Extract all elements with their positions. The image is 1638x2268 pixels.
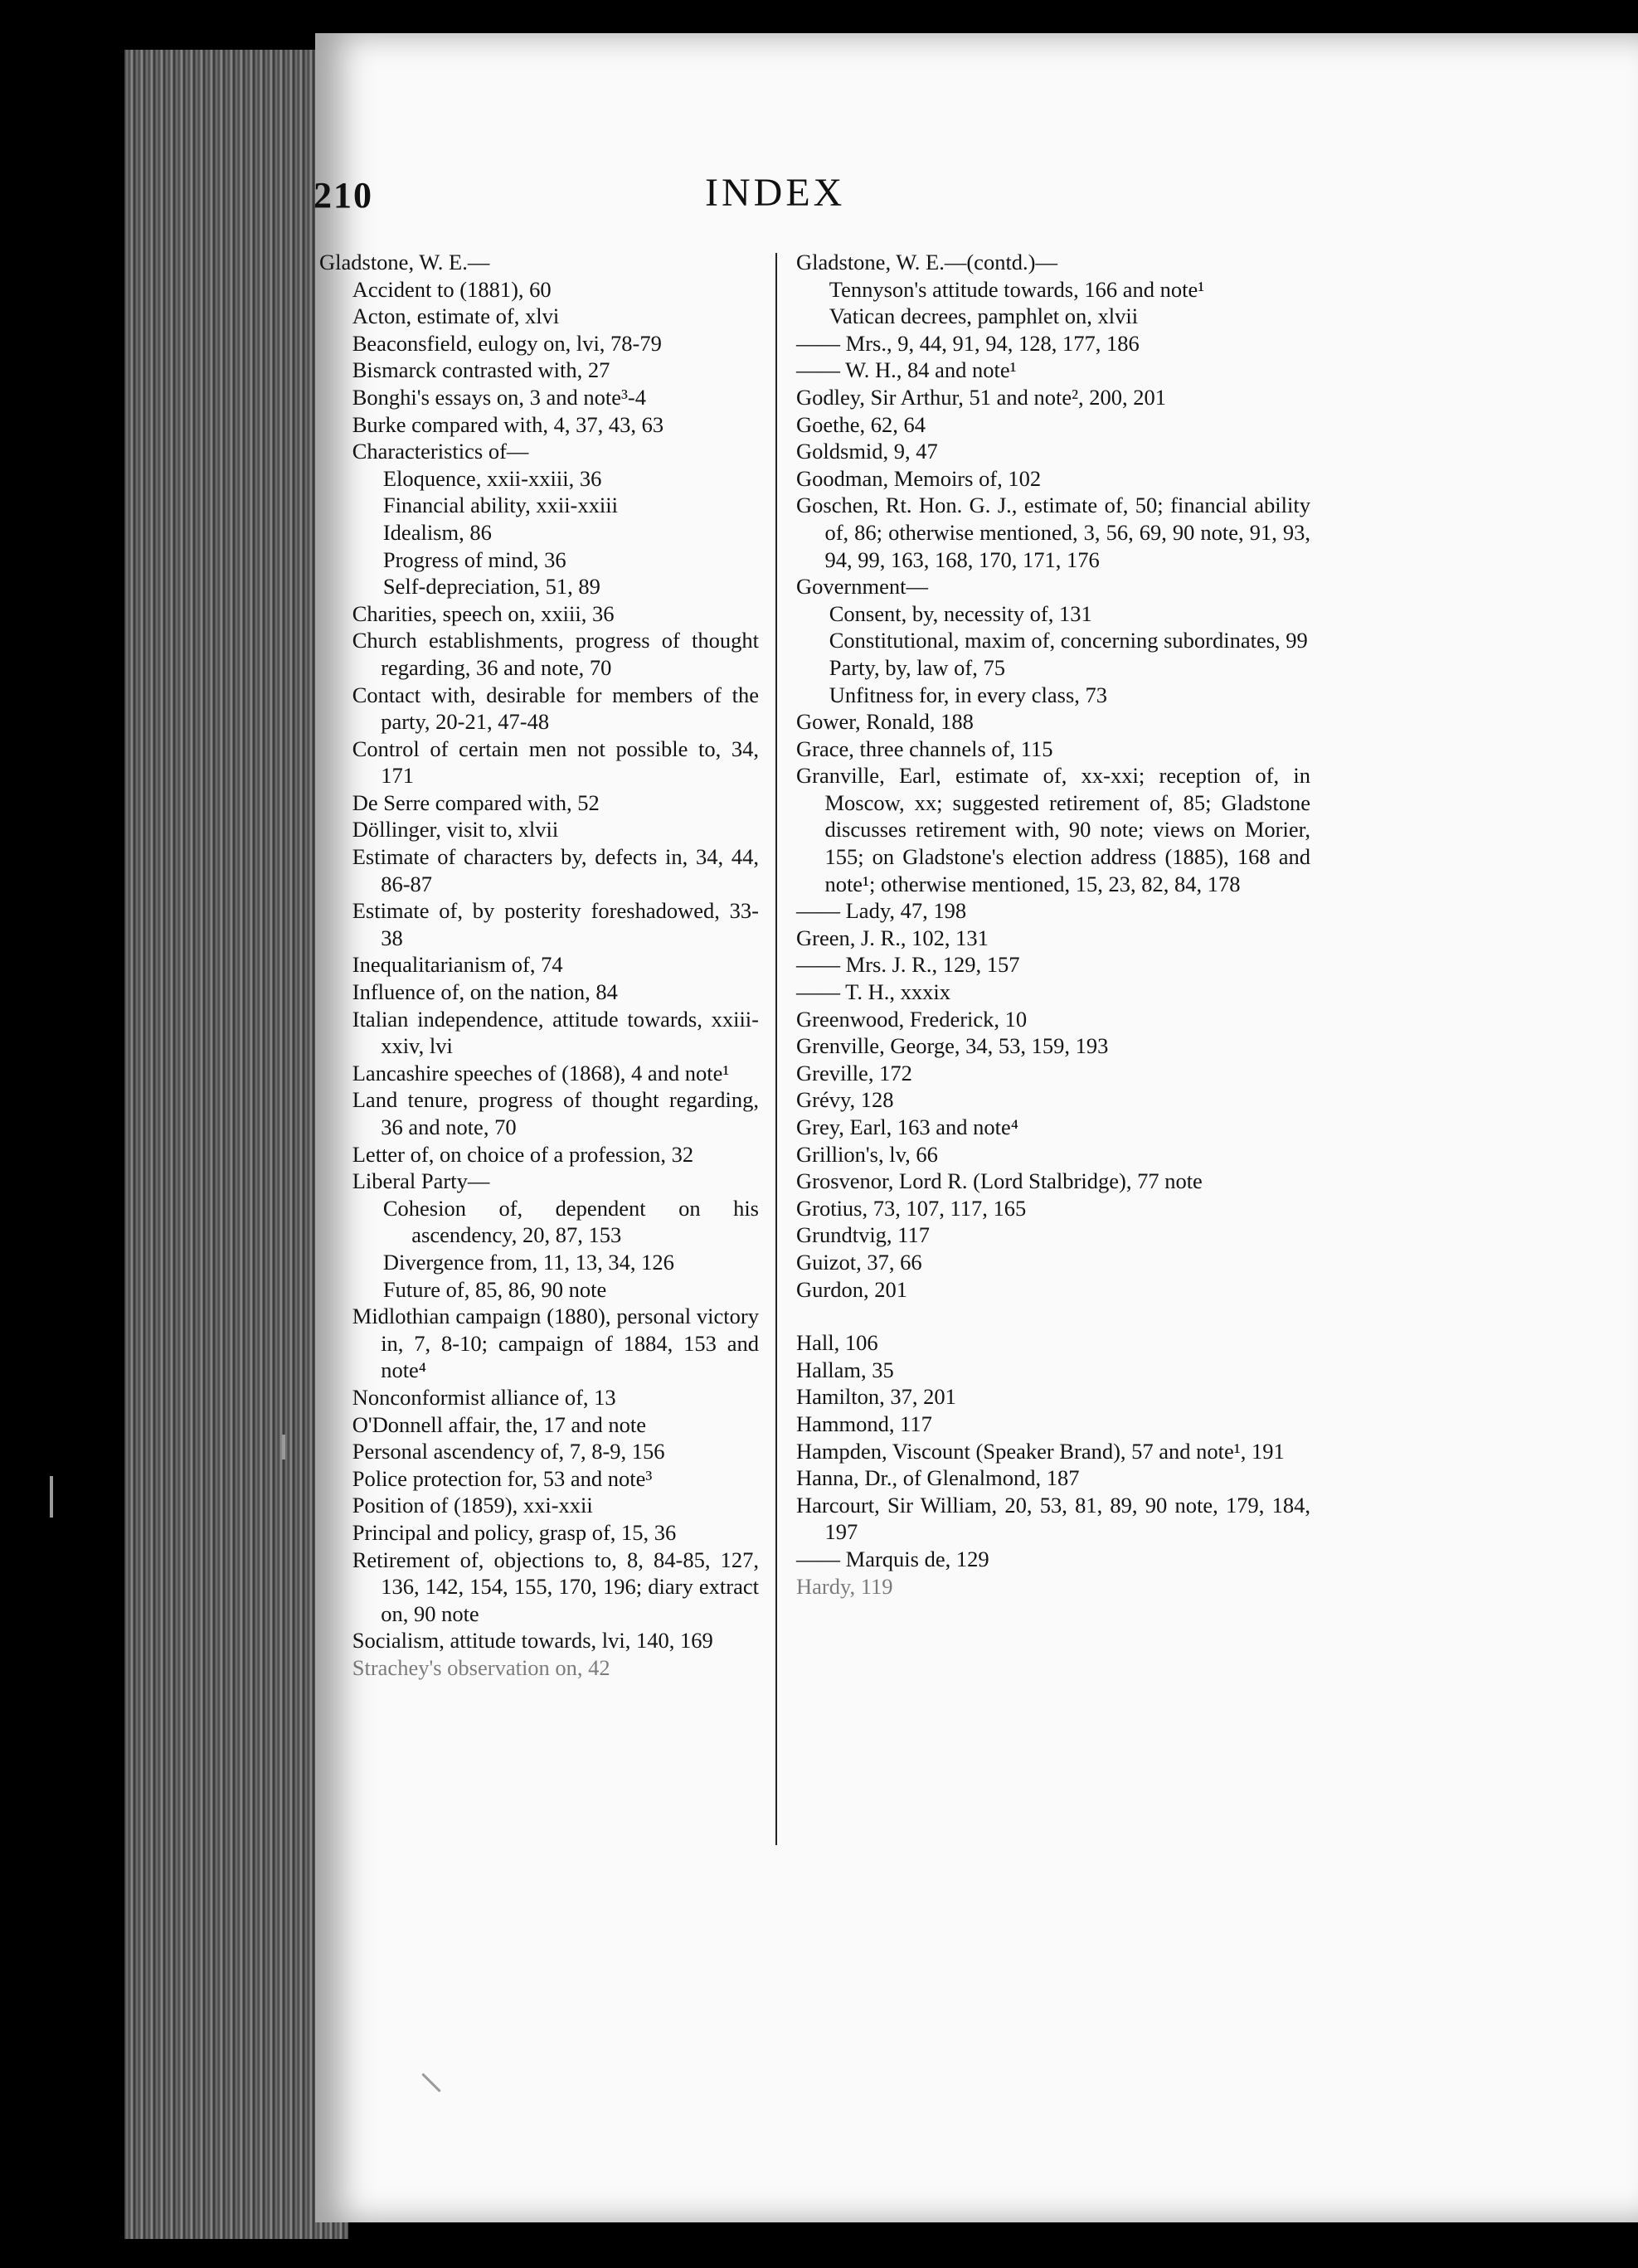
index-entry: Green, J. R., 102, 131 (796, 925, 989, 950)
index-entry: Constitutional, maxim of, concerning subordinates, 99 (829, 628, 1308, 653)
index-entry: Gurdon, 201 (796, 1276, 907, 1302)
index-entry: Influence of, on the nation, 84 (352, 979, 618, 1005)
index-entry: Goschen, Rt. Hon. G. J., estimate of, 50; financial ability of, 86; otherwise mentioned, 3, 56, 69, 90 note, 91, 93, 94, 99, 163, 168, 170, 171, 176 (796, 493, 1310, 572)
index-entry: Characteristics of— (352, 439, 529, 464)
index-entry: Retirement of, objections to, 8, 84-85, 127, 136, 142, 154, 155, 170, 196; diary extract on, 90 note (352, 1547, 759, 1626)
index-entry: Acton, estimate of, xlvi (352, 304, 560, 329)
margin-mark (282, 1435, 285, 1459)
index-entry: Control of certain men not possible to, 34, 171 (352, 736, 759, 789)
index-entry: Grundtvig, 117 (796, 1222, 930, 1248)
index-entry: Estimate of characters by, defects in, 34, 44, 86-87 (352, 844, 759, 896)
index-entry: Hammond, 117 (796, 1411, 932, 1436)
index-entry: Granville, Earl, estimate of, xx-xxi; reception of, in Moscow, xx; suggested retirement of, 85; Gladstone discusses retirement with, 90 note; views on Morier, 155; on Gladstone's election address (1885), 168 and note¹; otherwise mentioned, 15, 23, 82, 84, 178 (796, 763, 1310, 896)
index-entry: Cohesion of, dependent on his ascendency, 20, 87, 153 (382, 1195, 759, 1248)
index-column-left (319, 249, 759, 1681)
index-entry: Goldsmid, 9, 47 (796, 439, 938, 464)
index-entry: Gladstone, W. E.—(contd.)— (796, 250, 1058, 274)
index-entry: Grace, three channels of, 115 (796, 736, 1053, 761)
page-number: 210 (314, 175, 373, 216)
index-entry: —— W. H., 84 and note¹ (796, 357, 1017, 383)
index-entry: De Serre compared with, 52 (352, 789, 600, 815)
column-divider (775, 253, 777, 1845)
index-entry: Greenwood, Frederick, 10 (796, 1006, 1028, 1032)
index-entry: Socialism, attitude towards, lvi, 140, 169 (352, 1628, 713, 1654)
index-entry: Letter of, on choice of a profession, 32 (352, 1141, 694, 1167)
index-entry: Grillion's, lv, 66 (796, 1141, 938, 1167)
index-entry: Unfitness for, in every class, 73 (829, 682, 1108, 707)
index-entry: —— Mrs. J. R., 129, 157 (796, 952, 1020, 978)
index-entry: Goethe, 62, 64 (796, 411, 926, 437)
index-entry: Goodman, Memoirs of, 102 (796, 465, 1042, 491)
index-entry: Döllinger, visit to, xlvii (352, 817, 559, 843)
index-entry: Gladstone, W. E.— (319, 250, 490, 274)
index-entry: Hall, 106 (796, 1330, 878, 1356)
index-entry: Grévy, 128 (796, 1087, 894, 1113)
index-entry: Grenville, George, 34, 53, 159, 193 (796, 1033, 1109, 1059)
index-entry: Bismarck contrasted with, 27 (352, 357, 610, 383)
index-entry: Hamilton, 37, 201 (796, 1384, 956, 1410)
index-entry: Progress of mind, 36 (382, 546, 566, 572)
index-entry: Personal ascendency of, 7, 8-9, 156 (352, 1439, 665, 1464)
index-entry: Accident to (1881), 60 (352, 276, 552, 302)
index-entry: Party, by, law of, 75 (829, 654, 1005, 680)
index-entry: Grey, Earl, 163 and note⁴ (796, 1115, 1019, 1139)
index-entry: Inequalitarianism of, 74 (352, 952, 563, 978)
index-entry: Future of, 85, 86, 90 note (382, 1276, 607, 1302)
index-entry: Italian independence, attitude towards, xxiii-xxiv, lvi (352, 1006, 759, 1059)
index-entry: Vatican decrees, pamphlet on, xlvii (829, 304, 1139, 329)
index-entry: Guizot, 37, 66 (796, 1249, 922, 1275)
index-entry: Contact with, desirable for members of the party, 20-21, 47-48 (352, 682, 759, 735)
index-entry: Church establishments, progress of thought regarding, 36 and note, 70 (352, 628, 759, 680)
index-entry: Principal and policy, grasp of, 15, 36 (352, 1519, 677, 1545)
index-entry: Grotius, 73, 107, 117, 165 (796, 1195, 1027, 1221)
index-entry: Hampden, Viscount (Speaker Brand), 57 and note¹, 191 (796, 1438, 1285, 1464)
running-head: INDEX (705, 171, 846, 215)
index-entry: Strachey's observation on, 42 (352, 1654, 610, 1680)
index-entry: Charities, speech on, xxiii, 36 (352, 600, 615, 626)
index-entry: Grosvenor, Lord R. (Lord Stalbridge), 77 note (796, 1168, 1203, 1194)
index-entry: Eloquence, xxii-xxiii, 36 (382, 465, 602, 491)
index-column-right (796, 249, 1310, 1600)
index-entry: Police protection for, 53 and note³ (352, 1465, 653, 1491)
index-entry: Beaconsfield, eulogy on, lvi, 78-79 (352, 330, 662, 356)
index-entry: —— T. H., xxxix (796, 979, 950, 1005)
index-entry: Hanna, Dr., of Glenalmond, 187 (796, 1465, 1080, 1491)
index-entry: —— Marquis de, 129 (796, 1546, 989, 1571)
margin-mark (50, 1476, 53, 1518)
index-entry: Land tenure, progress of thought regarding, 36 and note, 70 (352, 1087, 759, 1139)
index-entry: O'Donnell affair, the, 17 and note (352, 1411, 646, 1437)
index-entry: Hallam, 35 (796, 1357, 894, 1382)
index-entry: Hardy, 119 (796, 1573, 893, 1599)
index-entry: Position of (1859), xxi-xxii (352, 1493, 593, 1518)
index-entry: Consent, by, necessity of, 131 (829, 600, 1092, 626)
index-entry: Lancashire speeches of (1868), 4 and note¹ (352, 1060, 730, 1085)
index-entry: Midlothian campaign (1880), personal victory in, 7, 8-10; campaign of 1884, 153 and note⁴ (352, 1304, 759, 1383)
index-entry: —— Lady, 47, 198 (796, 898, 967, 924)
index-entry: Godley, Sir Arthur, 51 and note², 200, 201 (796, 384, 1167, 410)
index-entry: Bonghi's essays on, 3 and note³-4 (352, 384, 646, 410)
index-entry: —— Mrs., 9, 44, 91, 94, 128, 177, 186 (796, 330, 1140, 356)
index-entry: Tennyson's attitude towards, 166 and note¹ (829, 276, 1205, 302)
index-entry: Nonconformist alliance of, 13 (352, 1384, 616, 1410)
index-entry: Burke compared with, 4, 37, 43, 63 (352, 411, 664, 437)
section-gap (796, 1303, 1310, 1329)
index-entry: Financial ability, xxii-xxiii (382, 493, 618, 518)
index-entry: Self-depreciation, 51, 89 (382, 574, 600, 600)
index-entry: Government— (796, 574, 928, 600)
index-entry: Greville, 172 (796, 1060, 912, 1085)
index-entry: Gower, Ronald, 188 (796, 709, 974, 735)
index-entry: Liberal Party— (352, 1168, 490, 1194)
index-entry: Divergence from, 11, 13, 34, 126 (382, 1249, 674, 1275)
index-entry: Harcourt, Sir William, 20, 53, 81, 89, 90 note, 179, 184, 197 (796, 1492, 1310, 1545)
index-entry: Estimate of, by posterity foreshadowed, 33-38 (352, 898, 759, 950)
index-entry: Idealism, 86 (382, 519, 492, 545)
